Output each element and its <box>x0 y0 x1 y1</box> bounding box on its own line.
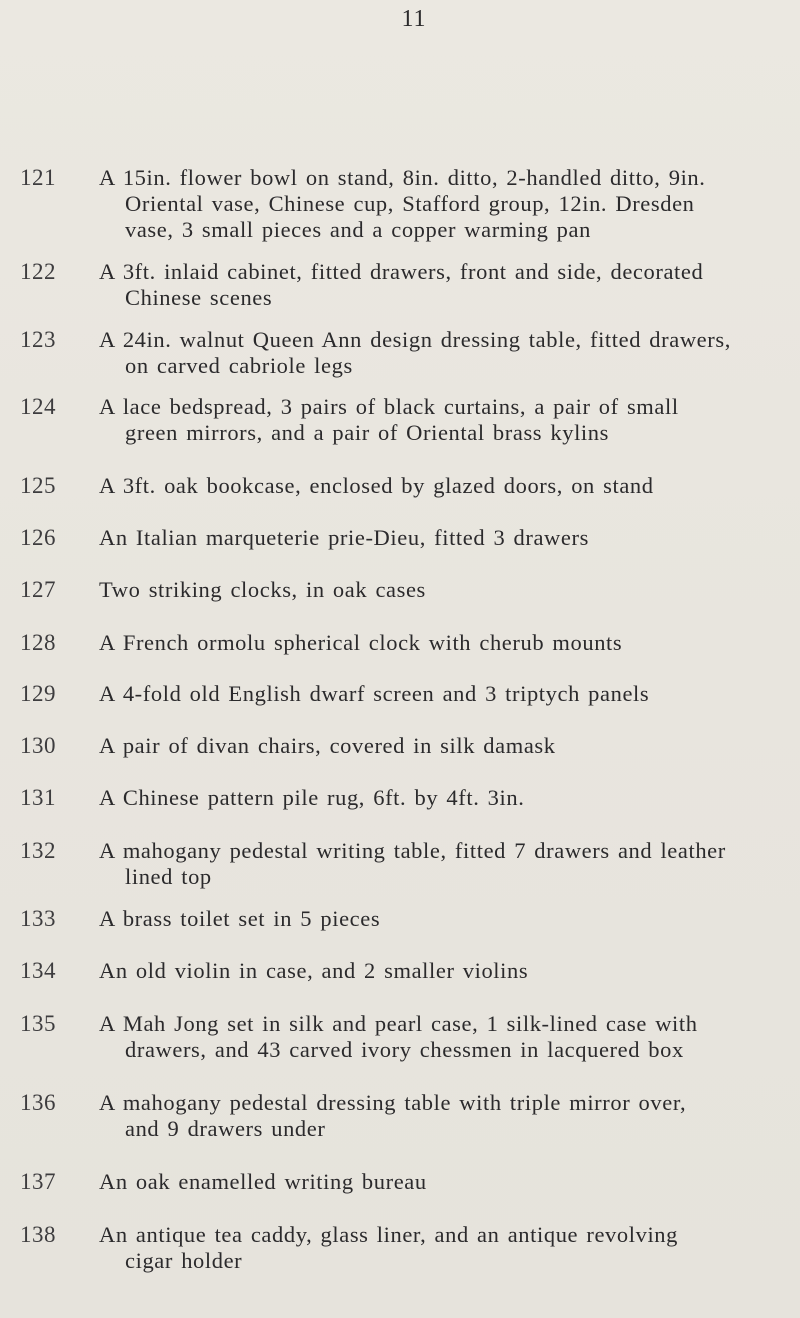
lot-description <box>99 1090 789 1142</box>
page-number: 11 <box>401 6 427 32</box>
lot-description <box>99 473 789 499</box>
lot-description-line: vase, 3 small pieces and a copper warming pan <box>125 217 591 242</box>
lot-description <box>99 733 789 759</box>
lot-description-line: and 9 drawers under <box>125 1116 326 1141</box>
lot-description-line: A mahogany pedestal writing table, fitted 7 drawers and leather <box>99 838 726 863</box>
lot-description <box>99 681 789 707</box>
lot-description-line: A lace bedspread, 3 pairs of black curtains, a pair of small <box>99 394 679 419</box>
lot-description-line: drawers, and 43 carved ivory chessmen in lacquered box <box>125 1037 684 1062</box>
lot-description-line: A Mah Jong set in silk and pearl case, 1 silk-lined case with <box>99 1011 698 1036</box>
lot-description <box>99 630 789 656</box>
lot-number: 123 <box>20 327 56 352</box>
lot-number: 129 <box>20 681 56 706</box>
lot-description-line: on carved cabriole legs <box>125 353 353 378</box>
lot-description-line: green mirrors, and a pair of Oriental brass kylins <box>125 420 609 445</box>
lot-description <box>99 525 789 551</box>
lot-description-line: A pair of divan chairs, covered in silk damask <box>99 733 556 758</box>
lot-description <box>99 165 789 243</box>
lot-description <box>99 1169 789 1195</box>
lot-description <box>99 327 789 379</box>
lot-description <box>99 785 789 811</box>
lot-number: 134 <box>20 958 56 983</box>
lot-description-line: cigar holder <box>125 1248 243 1273</box>
lot-description-line: Chinese scenes <box>125 285 273 310</box>
lot-description <box>99 394 789 446</box>
lot-description-line: A 15in. flower bowl on stand, 8in. ditto, 2-handled ditto, 9in. <box>99 165 706 190</box>
lot-number: 135 <box>20 1011 56 1036</box>
lot-number: 122 <box>20 259 56 284</box>
lot-description-line: A 3ft. inlaid cabinet, fitted drawers, front and side, decorated <box>99 259 704 284</box>
lot-number: 126 <box>20 525 56 550</box>
lot-number: 124 <box>20 394 56 419</box>
lot-number: 127 <box>20 577 56 602</box>
lot-description <box>99 577 789 603</box>
lot-number: 132 <box>20 838 56 863</box>
lot-number: 136 <box>20 1090 56 1115</box>
lot-description-line: A brass toilet set in 5 pieces <box>99 906 381 931</box>
lot-number: 138 <box>20 1222 56 1247</box>
lot-description-line: lined top <box>125 864 212 889</box>
lot-number: 137 <box>20 1169 56 1194</box>
lot-description-line: An Italian marqueterie prie-Dieu, fitted 3 drawers <box>99 525 589 550</box>
lot-description <box>99 958 789 984</box>
lot-description-line: An antique tea caddy, glass liner, and an antique revolving <box>99 1222 678 1247</box>
lot-description-line: A 3ft. oak bookcase, enclosed by glazed doors, on stand <box>99 473 654 498</box>
lot-description-line: A French ormolu spherical clock with cherub mounts <box>99 630 623 655</box>
lot-description <box>99 906 789 932</box>
lot-description-line: Two striking clocks, in oak cases <box>99 577 426 602</box>
lot-number: 121 <box>20 165 56 190</box>
lot-description <box>99 1222 789 1274</box>
lot-description-line: Oriental vase, Chinese cup, Stafford group, 12in. Dresden <box>125 191 695 216</box>
lot-description <box>99 1011 789 1063</box>
lot-description-line: An old violin in case, and 2 smaller violins <box>99 958 529 983</box>
lot-number: 130 <box>20 733 56 758</box>
lot-description <box>99 838 789 890</box>
lot-number: 133 <box>20 906 56 931</box>
lot-description-line: A mahogany pedestal dressing table with triple mirror over, <box>99 1090 687 1115</box>
lot-description <box>99 259 789 311</box>
lot-description-line: A 24in. walnut Queen Ann design dressing table, fitted drawers, <box>99 327 731 352</box>
lot-description-line: A Chinese pattern pile rug, 6ft. by 4ft. 3in. <box>99 785 525 810</box>
lot-number: 131 <box>20 785 56 810</box>
lot-number: 128 <box>20 630 56 655</box>
lot-description-line: An oak enamelled writing bureau <box>99 1169 427 1194</box>
lot-number: 125 <box>20 473 56 498</box>
lot-description-line: A 4-fold old English dwarf screen and 3 triptych panels <box>99 681 650 706</box>
